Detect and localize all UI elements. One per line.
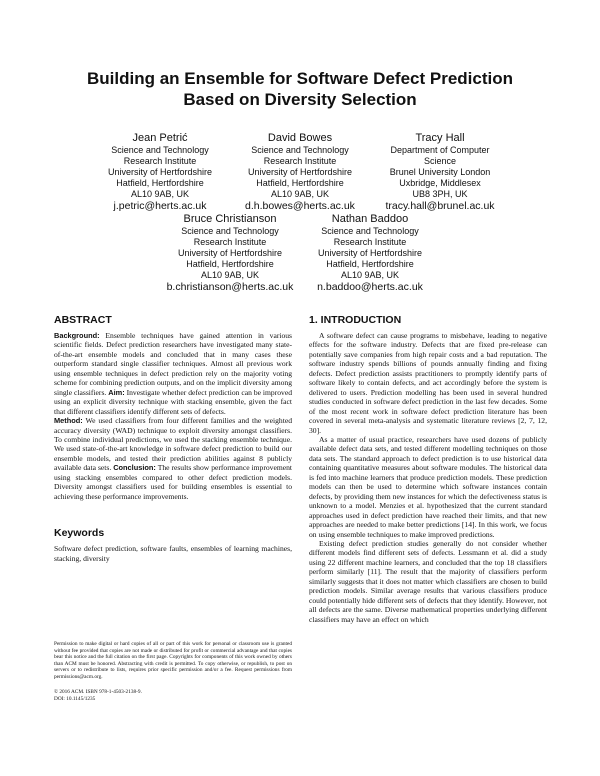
intro-paragraph-2: As a matter of usual practice, researchers have used dozens of publicly available defect data sets, and tested different modelling techniques on those data sets. The standard approach to defect prediction is to use historical data containing quantitative measures about software modules. The historical data is fed into machine learners that produce prediction models. These prediction models can then be used to determine which software instances contain defects, by providing them new instances for which the defectiveness status is unknown to a model. Menzies et al. hypothesized that the current standard approaches used in defect prediction have reached their limits, and that new approaches are needed to make better predictions [14]. In this work, we focus on using ensemble techniques to make improved predictions. xyxy=(309,434,547,539)
author-affiliation: Science and Technology xyxy=(321,226,419,236)
author-block xyxy=(290,212,450,294)
doi-line: DOI: 10.1145/1235 xyxy=(54,696,96,703)
intro-heading: 1. INTRODUCTION xyxy=(309,314,402,326)
conclusion-label: Conclusion: xyxy=(113,463,156,473)
author-affiliation: Research Institute xyxy=(193,237,267,247)
author-affiliation: University of Hertfordshire xyxy=(107,167,213,177)
author-block xyxy=(150,212,310,294)
author-affiliation: Hatfield, Hertfordshire xyxy=(326,259,414,269)
author-affiliation: AL10 9AB, UK xyxy=(270,189,330,199)
author-email: d.h.bowes@herts.ac.uk xyxy=(245,200,355,212)
method-label: Method: xyxy=(54,416,83,426)
author-affiliation: Research Institute xyxy=(263,156,337,166)
author-affiliation: AL10 9AB, UK xyxy=(130,189,190,199)
intro-paragraph-3: Existing defect prediction studies generally do not consider whether different models find different sets of defects. Lessmann et al. did a study using 22 different machine learners, and concluded that the top 18 classifiers perform similarly [11]. The result that the majority of classifiers perform similarly suggests that it does not matter which classifiers are chosen to build prediction models. Similar average results that various classifiers produce could potentially hide different sets of defects that they identify. However, not all defects are the same. Diverse mathematical properties underlying different classifiers may have an effect on which xyxy=(309,538,547,624)
aim-label: Aim: xyxy=(108,387,125,397)
author-affiliation: Hatfield, Hertfordshire xyxy=(256,178,344,188)
title-line-1: Building an Ensemble for Software Defect Prediction xyxy=(86,69,513,88)
background-text: Ensemble techniques have gained attention in various scientific fields. Defect prediction researchers have investigated many state-of-the-art ensemble models and concluded that in many cases these outperform standard single classifier techniques. Almost all previous work using ensemble techniques in defect prediction rely on the majority voting scheme for combining prediction outputs, and on the implicit diversity among single classifiers. xyxy=(54,331,293,397)
author-affiliation: Department of Computer xyxy=(390,145,490,155)
author-affiliation: Uxbridge, Middlesex xyxy=(399,178,481,188)
copyright-block xyxy=(54,689,292,704)
author-affiliation: AL10 9AB, UK xyxy=(200,270,260,280)
author-affiliation: AL10 9AB, UK xyxy=(340,270,400,280)
permission-notice: Permission to make digital or hard copies of all or part of this work for personal or classroom use is granted without fee provided that copies are not made or distributed for profit or commercial advantage and that copies bear this notice and the full citation on the first page. Copyrights for components of this work owned by others than ACM must be honored. Abstracting with credit is permitted. To copy otherwise, or republish, to post on servers or to redistribute to lists, requires prior specific permission and/or a fee. Request permissions from permissions@acm.org. xyxy=(54,641,292,680)
author-affiliation: UB8 3PH, UK xyxy=(412,189,468,199)
conclusion-text: The results show performance improvement using stacking ensembles compared to other defect prediction models. Diversity amongst classifiers used for building ensembles is essential to achieving these performance improvements. xyxy=(54,463,292,501)
keywords-heading: Keywords xyxy=(54,527,105,540)
author-name: Bruce Christianson xyxy=(183,213,277,225)
left-column xyxy=(54,314,292,563)
author-affiliation: Hatfield, Hertfordshire xyxy=(116,178,204,188)
author-affiliation: Research Institute xyxy=(333,237,407,247)
intro-paragraph-1: A software defect can cause programs to misbehave, leading to negative effects for the software industry. Defects that are fixed pre-release can potentially save companies from high repair costs and a bad reputation. The software industry spends billions of pounds annually finding and fixing defects. Defect prediction assists practitioners to promptly identify parts of software likely to contain defects, and act accordingly before the system is delivered to users. Prediction modelling has been used in several hundred studies conducted in software defect prediction in the last few decades. Some of the most recent work in software defect prediction literature has been covered in several meta-analysis and systematic literature reviews [2, 7, 12, 30]. xyxy=(309,331,547,435)
author-affiliation: University of Hertfordshire xyxy=(177,248,283,258)
author-name: Nathan Baddoo xyxy=(331,213,409,225)
background-label: Background: xyxy=(54,331,100,340)
author-affiliation: Brunel University London xyxy=(389,167,491,177)
author-email: b.christianson@herts.ac.uk xyxy=(166,281,294,293)
author-name: Tracy Hall xyxy=(415,132,465,144)
author-affiliation: University of Hertfordshire xyxy=(247,167,353,177)
author-block xyxy=(360,131,520,213)
author-name: David Bowes xyxy=(267,132,333,144)
author-email: j.petric@herts.ac.uk xyxy=(113,200,207,212)
author-email: tracy.hall@brunel.ac.uk xyxy=(385,200,495,212)
keywords-text: Software defect prediction, software faults, ensembles of learning machines, stacking, diversity xyxy=(54,544,292,563)
method-text: We used classifiers from four different families and the weighted accuracy diversity (WAD) technique to exploit diversity amongst classifiers. To combine individual predictions, we used the stacking ensemble technique. We used state-of-the-art knowledge in software defect prediction to build our ensemble models, and tested their prediction abilities against 8 publicly available data sets. xyxy=(54,416,292,473)
abstract-heading: ABSTRACT xyxy=(54,314,112,326)
author-affiliation: Science xyxy=(423,156,457,166)
author-block xyxy=(80,131,240,213)
author-affiliation: Science and Technology xyxy=(181,226,279,236)
paper-title xyxy=(0,68,600,110)
aim-text: Investigate whether defect prediction can be improved using an explicit diversity technique with stacking ensemble, given the fact that different classifiers identify different sets of defects. xyxy=(54,387,292,416)
abstract-body xyxy=(54,331,292,501)
author-affiliation: Science and Technology xyxy=(251,145,349,155)
author-email: n.baddoo@herts.ac.uk xyxy=(317,281,423,293)
title-line-2: Based on Diversity Selection xyxy=(183,90,417,109)
copyright-line: © 2016 ACM. ISBN 978-1-4503-2138-9. xyxy=(54,689,142,695)
author-affiliation: University of Hertfordshire xyxy=(317,248,423,258)
author-affiliation: Research Institute xyxy=(123,156,197,166)
author-name: Jean Petrić xyxy=(132,132,188,144)
author-block xyxy=(220,131,380,213)
author-affiliation: Science and Technology xyxy=(111,145,209,155)
right-column xyxy=(309,314,547,624)
author-affiliation: Hatfield, Hertfordshire xyxy=(186,259,274,269)
